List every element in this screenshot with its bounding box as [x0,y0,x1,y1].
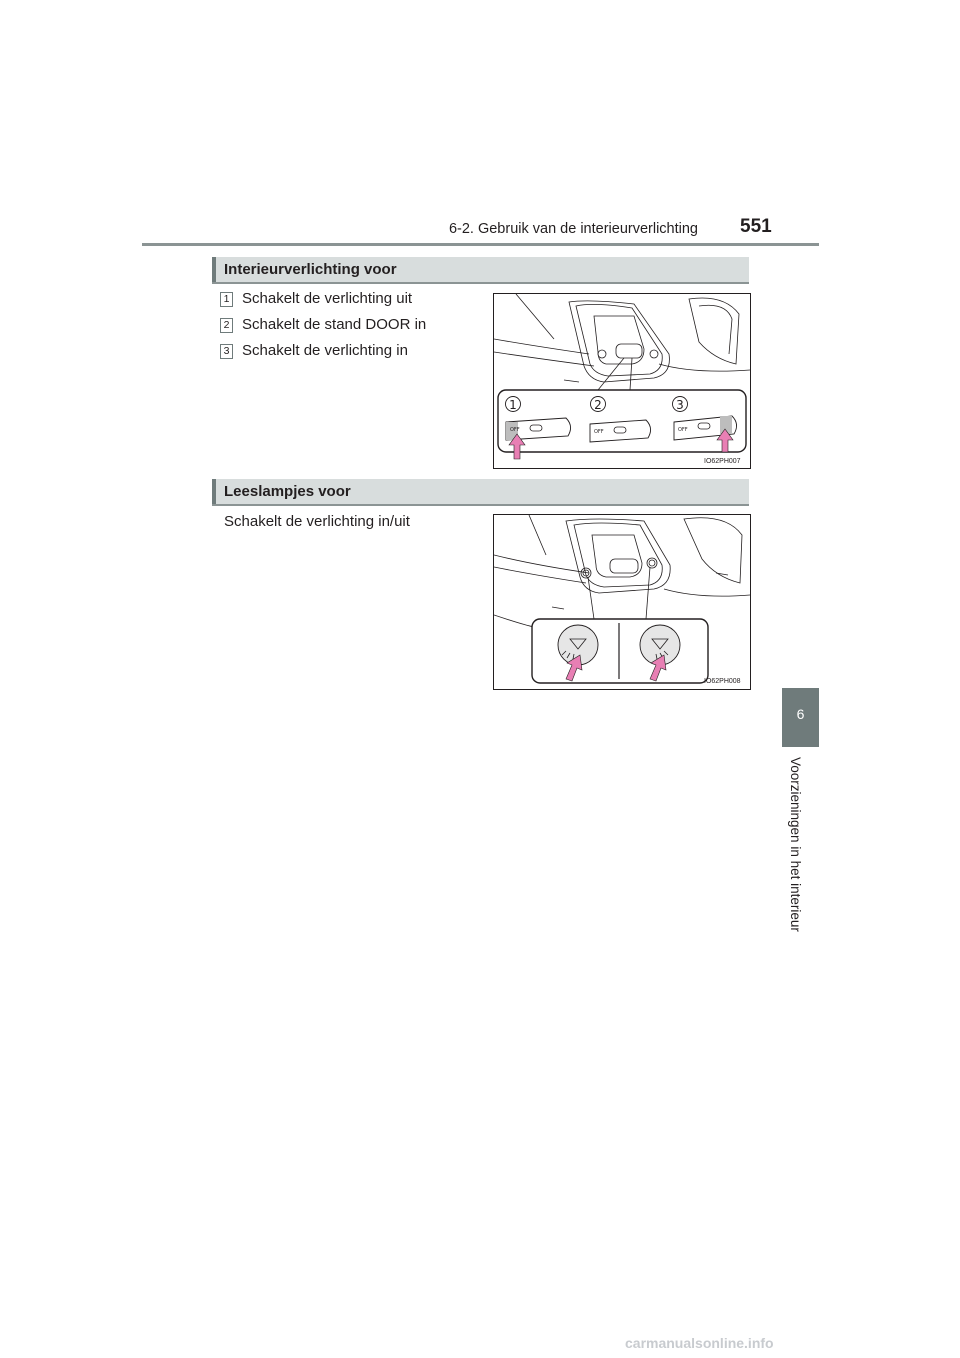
figure-code: IO62PH007 [704,458,741,465]
chapter-title-vertical [788,757,812,947]
item-text: Schakelt de stand DOOR in [242,316,427,333]
watermark: carmanualsonline.info [625,1335,774,1351]
page-number: 551 [740,216,772,237]
chapter-tab [782,688,819,747]
item-text: Schakelt de verlichting in [242,342,408,359]
section-heading-bar [212,479,216,504]
figure-interior-light-switch [493,293,751,469]
switch-off-label: OFF [510,427,520,433]
section-heading-front-reading-lamps [212,479,749,506]
section-heading-bar [212,257,216,282]
header-rule [142,243,819,246]
item-text: Schakelt de verlichting uit [242,290,413,307]
callout-1: 1 [509,398,517,412]
figure-code: IO62PH008 [704,678,741,685]
callout-3: 3 [676,398,684,412]
item-number-badge: 3 [220,344,233,359]
reading-lamp-illustration [494,515,750,689]
callout-2: 2 [594,398,602,412]
header-section-title: 6-2. Gebruik van de interieurverlichting [448,221,698,237]
section-title: Interieurverlichting voor [224,261,397,278]
interior-light-illustration [494,294,750,468]
item-number-badge: 2 [220,318,233,333]
section-title: Leeslampjes voor [224,483,351,500]
chapter-number: 6 [796,706,805,722]
chapter-title: Voorzieningen in het interieur [788,757,803,932]
switch-off-label: OFF [594,429,604,435]
section-body-text: Schakelt de verlichting in/uit [224,513,410,530]
switch-off-label: OFF [678,427,688,433]
item-number-badge: 1 [220,292,233,307]
figure-reading-lamps [493,514,751,690]
section-heading-front-interior-light [212,257,749,284]
